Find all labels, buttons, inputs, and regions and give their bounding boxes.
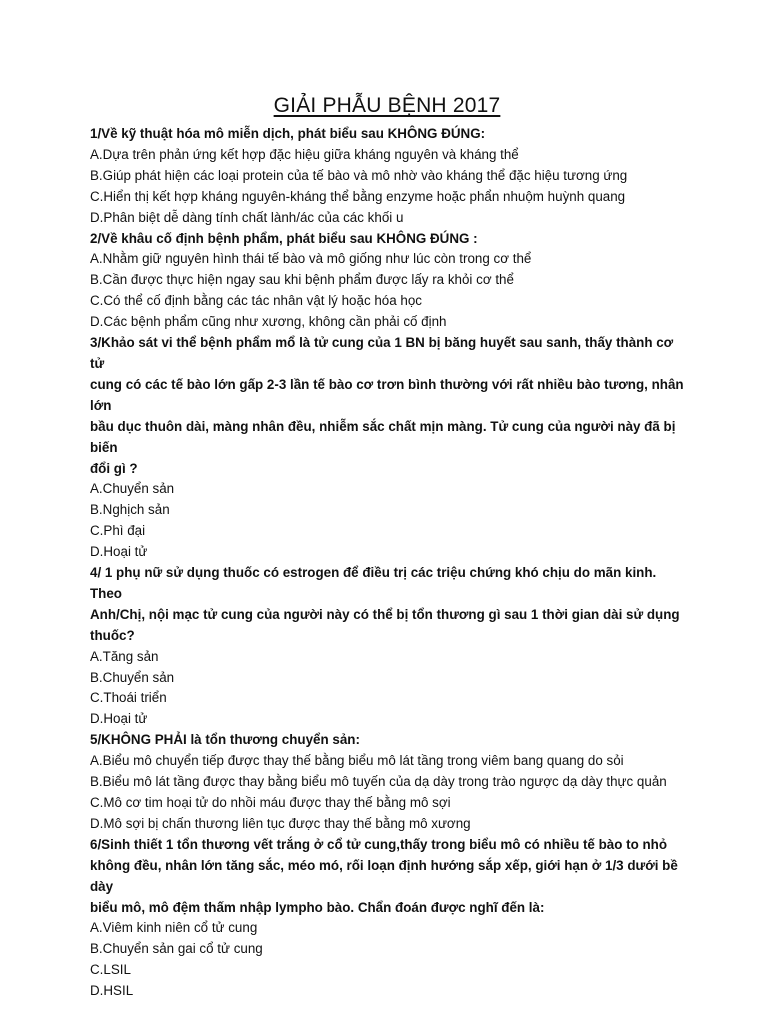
question-5-option-a: A.Biểu mô chuyển tiếp được thay thế bằng biểu mô lát tầng trong viêm bang quang do sỏi: [90, 753, 624, 769]
question-5-option-d: D.Mô sợi bị chấn thương liên tục được thay thế bằng mô xương: [90, 815, 471, 831]
question-3-option-a: A.Chuyển sản: [90, 481, 175, 497]
question-4-option-b: B.Chuyển sản: [90, 669, 175, 685]
question-3-text-line: 3/Khảo sát vi thể bệnh phẩm mổ là tử cung của 1 BN bị băng huyết sau sanh, thấy thành cơ tử: [90, 335, 674, 371]
question-6: [90, 835, 690, 1002]
question-5: [90, 730, 690, 835]
question-2-text: 2/Về khâu cố định bệnh phẩm, phát biểu sau KHÔNG ĐÚNG :: [90, 230, 478, 246]
question-6-text-line: không đều, nhân lớn tăng sắc, méo mó, rối loạn định hướng sắp xếp, giới hạn ở 1/3 dưới bề dày: [90, 857, 678, 894]
question-5-text: 5/KHÔNG PHẢI là tổn thương chuyển sản:: [90, 732, 360, 748]
question-4: [90, 563, 690, 730]
question-4-option-c: C.Thoái triển: [90, 690, 167, 706]
question-3: [90, 333, 690, 563]
question-5-option-c: C.Mô cơ tim hoại tử do nhồi máu được thay thế bằng mô sợi: [90, 795, 451, 810]
question-6-option-c: C.LSIL: [90, 962, 131, 978]
document-page: [90, 94, 690, 1002]
question-5-option-b: B.Biểu mô lát tầng được thay bằng biểu mô tuyến của dạ dày trong trào ngược dạ dày thực quản: [90, 774, 667, 790]
question-3-text-line: cung có các tế bào lớn gấp 2-3 lần tế bào cơ trơn bình thường với rất nhiều bào tương, nhân lớn: [90, 376, 684, 413]
question-6-option-a: A.Viêm kinh niên cổ tử cung: [90, 920, 258, 936]
question-4-text-line: Anh/Chị, nội mạc tử cung của người này có thể bị tổn thương gì sau 1 thời gian dài sử dụng: [90, 606, 680, 622]
question-4-text-line: thuốc?: [90, 627, 135, 643]
question-3-text-line: đổi gì ?: [90, 460, 138, 476]
question-2-option-d: D.Các bệnh phẩm cũng như xương, không cần phải cố định: [90, 314, 447, 330]
question-6-text-line: 6/Sinh thiết 1 tổn thương vết trắng ở cổ tử cung,thấy trong biểu mô có nhiều tế bào to nhỏ: [90, 836, 668, 852]
question-4-option-d: D.Hoại tử: [90, 711, 148, 727]
question-2: [90, 229, 690, 334]
question-2-option-a: A.Nhằm giữ nguyên hình thái tế bào và mô giống như lúc còn trong cơ thể: [90, 251, 532, 267]
question-1-text: 1/Về kỹ thuật hóa mô miễn dịch, phát biểu sau KHÔNG ĐÚNG:: [90, 126, 486, 141]
question-3-text-line: bầu dục thuôn dài, màng nhân đều, nhiễm sắc chất mịn màng. Tử cung của người này đã bị biến: [90, 418, 676, 455]
question-6-text-line: biểu mô, mô đệm thấm nhập lympho bào. Chẩn đoán được nghĩ đến là:: [90, 899, 545, 915]
question-3-option-b: B.Nghịch sản: [90, 502, 170, 518]
question-6-option-b: B.Chuyển sản gai cổ tử cung: [90, 941, 263, 957]
question-2-option-c: C.Có thể cố định bằng các tác nhân vật lý hoặc hóa học: [90, 293, 423, 309]
question-4-text-line: 4/ 1 phụ nữ sử dụng thuốc có estrogen để điều trị các triệu chứng khó chịu do mãn kinh. Theo: [90, 565, 657, 601]
question-3-option-c: C.Phì đại: [90, 523, 146, 539]
question-1-option-c: C.Hiển thị kết hợp kháng nguyên-kháng thể bằng enzyme hoặc phẩn nhuộm huỳnh quang: [90, 188, 626, 204]
question-2-option-b: B.Cần được thực hiện ngay sau khi bệnh phẩm được lấy ra khỏi cơ thể: [90, 272, 514, 288]
question-6-option-d: D.HSIL: [90, 983, 134, 999]
question-1: [90, 124, 690, 229]
question-3-option-d: D.Hoại tử: [90, 544, 148, 560]
question-1-option-a: A.Dựa trên phản ứng kết hợp đặc hiệu giữa kháng nguyên và kháng thể: [90, 146, 519, 162]
question-1-option-d: D.Phân biệt dễ dàng tính chất lành/ác của các khối u: [90, 209, 404, 225]
question-1-option-b: B.Giúp phát hiện các loại protein của tế bào và mô nhờ vào kháng thể đặc hiệu tương ứng: [90, 167, 628, 183]
page-title: GIẢI PHẪU BỆNH 2017: [273, 94, 501, 117]
question-4-option-a: A.Tăng sản: [90, 648, 159, 664]
